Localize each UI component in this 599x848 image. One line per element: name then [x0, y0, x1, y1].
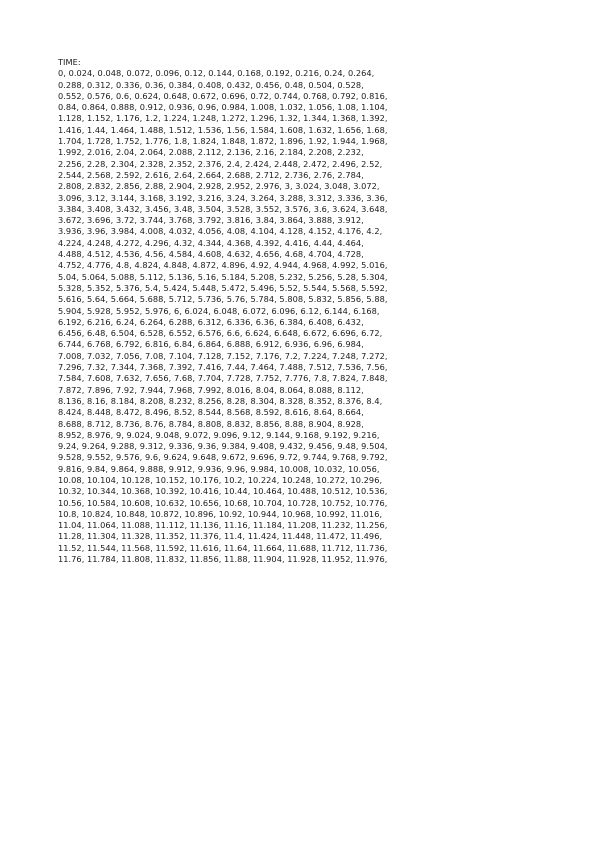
time-values-line: 0, 0.024, 0.048, 0.072, 0.096, 0.12, 0.144, 0.168, 0.192, 0.216, 0.24, 0.264,: [58, 68, 375, 79]
time-values-line: 3.672, 3.696, 3.72, 3.744, 3.768, 3.792, 3.816, 3.84, 3.864, 3.888, 3.912,: [58, 215, 364, 226]
time-values-line: 3.936, 3.96, 3.984, 4.008, 4.032, 4.056, 4.08, 4.104, 4.128, 4.152, 4.176, 4.2,: [58, 226, 383, 237]
time-values-list: [58, 68, 558, 565]
time-values-line: 11.28, 11.304, 11.328, 11.352, 11.376, 11.4, 11.424, 11.448, 11.472, 11.496,: [58, 531, 383, 542]
time-values-line: 1.128, 1.152, 1.176, 1.2, 1.224, 1.248, 1.272, 1.296, 1.32, 1.344, 1.368, 1.392,: [58, 113, 388, 124]
time-values-line: 9.24, 9.264, 9.288, 9.312, 9.336, 9.36, 9.384, 9.408, 9.432, 9.456, 9.48, 9.504,: [58, 441, 388, 452]
time-values-line: 1.992, 2.016, 2.04, 2.064, 2.088, 2.112, 2.136, 2.16, 2.184, 2.208, 2.232,: [58, 147, 364, 158]
time-heading: TIME:: [58, 57, 81, 67]
time-values-line: 10.08, 10.104, 10.128, 10.152, 10.176, 10.2, 10.224, 10.248, 10.272, 10.296,: [58, 474, 383, 485]
time-values-line: 8.952, 8.976, 9, 9.024, 9.048, 9.072, 9.096, 9.12, 9.144, 9.168, 9.192, 9.216,: [58, 429, 380, 440]
time-values-line: 9.528, 9.552, 9.576, 9.6, 9.624, 9.648, 9.672, 9.696, 9.72, 9.744, 9.768, 9.792,: [58, 452, 388, 463]
time-values-line: 7.584, 7.608, 7.632, 7.656, 7.68, 7.704, 7.728, 7.752, 7.776, 7.8, 7.824, 7.848,: [58, 373, 388, 384]
time-values-line: 11.76, 11.784, 11.808, 11.832, 11.856, 11.88, 11.904, 11.928, 11.952, 11.976,: [58, 554, 388, 565]
time-values-line: 8.424, 8.448, 8.472, 8.496, 8.52, 8.544, 8.568, 8.592, 8.616, 8.64, 8.664,: [58, 407, 364, 418]
time-values-line: 2.544, 2.568, 2.592, 2.616, 2.64, 2.664, 2.688, 2.712, 2.736, 2.76, 2.784,: [58, 169, 364, 180]
time-values-line: 7.296, 7.32, 7.344, 7.368, 7.392, 7.416, 7.44, 7.464, 7.488, 7.512, 7.536, 7.56,: [58, 362, 388, 373]
time-values-line: 1.704, 1.728, 1.752, 1.776, 1.8, 1.824, 1.848, 1.872, 1.896, 1.92, 1.944, 1.968,: [58, 136, 388, 147]
time-values-line: 8.688, 8.712, 8.736, 8.76, 8.784, 8.808, 8.832, 8.856, 8.88, 8.904, 8.928,: [58, 418, 364, 429]
time-values-line: 3.096, 3.12, 3.144, 3.168, 3.192, 3.216, 3.24, 3.264, 3.288, 3.312, 3.336, 3.36,: [58, 192, 388, 203]
time-values-line: 6.192, 6.216, 6.24, 6.264, 6.288, 6.312, 6.336, 6.36, 6.384, 6.408, 6.432,: [58, 316, 364, 327]
time-values-line: 9.816, 9.84, 9.864, 9.888, 9.912, 9.936, 9.96, 9.984, 10.008, 10.032, 10.056,: [58, 463, 380, 474]
time-values-line: 2.256, 2.28, 2.304, 2.328, 2.352, 2.376, 2.4, 2.424, 2.448, 2.472, 2.496, 2.52,: [58, 158, 383, 169]
time-values-line: 10.8, 10.824, 10.848, 10.872, 10.896, 10.92, 10.944, 10.968, 10.992, 11.016,: [58, 508, 383, 519]
time-values-line: 10.32, 10.344, 10.368, 10.392, 10.416, 10.44, 10.464, 10.488, 10.512, 10.536,: [58, 486, 388, 497]
time-values-line: 5.904, 5.928, 5.952, 5.976, 6, 6.024, 6.048, 6.072, 6.096, 6.12, 6.144, 6.168,: [58, 305, 380, 316]
time-values-line: 2.808, 2.832, 2.856, 2.88, 2.904, 2.928, 2.952, 2.976, 3, 3.024, 3.048, 3.072,: [58, 181, 380, 192]
time-values-line: 5.04, 5.064, 5.088, 5.112, 5.136, 5.16, 5.184, 5.208, 5.232, 5.256, 5.28, 5.304,: [58, 271, 388, 282]
time-values-line: 8.136, 8.16, 8.184, 8.208, 8.232, 8.256, 8.28, 8.304, 8.328, 8.352, 8.376, 8.4,: [58, 395, 383, 406]
time-values-line: 10.56, 10.584, 10.608, 10.632, 10.656, 10.68, 10.704, 10.728, 10.752, 10.776,: [58, 497, 388, 508]
time-values-line: 7.008, 7.032, 7.056, 7.08, 7.104, 7.128, 7.152, 7.176, 7.2, 7.224, 7.248, 7.272,: [58, 350, 388, 361]
time-values-line: 7.872, 7.896, 7.92, 7.944, 7.968, 7.992, 8.016, 8.04, 8.064, 8.088, 8.112,: [58, 384, 364, 395]
time-values-line: 0.552, 0.576, 0.6, 0.624, 0.648, 0.672, 0.696, 0.72, 0.744, 0.768, 0.792, 0.816,: [58, 90, 388, 101]
time-values-line: 1.416, 1.44, 1.464, 1.488, 1.512, 1.536, 1.56, 1.584, 1.608, 1.632, 1.656, 1.68,: [58, 124, 388, 135]
time-values-line: 5.616, 5.64, 5.664, 5.688, 5.712, 5.736, 5.76, 5.784, 5.808, 5.832, 5.856, 5.88,: [58, 294, 388, 305]
time-values-line: 4.488, 4.512, 4.536, 4.56, 4.584, 4.608, 4.632, 4.656, 4.68, 4.704, 4.728,: [58, 249, 364, 260]
time-values-line: 3.384, 3.408, 3.432, 3.456, 3.48, 3.504, 3.528, 3.552, 3.576, 3.6, 3.624, 3.648,: [58, 203, 388, 214]
time-values-line: 4.224, 4.248, 4.272, 4.296, 4.32, 4.344, 4.368, 4.392, 4.416, 4.44, 4.464,: [58, 237, 364, 248]
time-values-line: 6.744, 6.768, 6.792, 6.816, 6.84, 6.864, 6.888, 6.912, 6.936, 6.96, 6.984,: [58, 339, 364, 350]
time-values-line: 4.752, 4.776, 4.8, 4.824, 4.848, 4.872, 4.896, 4.92, 4.944, 4.968, 4.992, 5.016,: [58, 260, 388, 271]
time-values-line: 11.52, 11.544, 11.568, 11.592, 11.616, 11.64, 11.664, 11.688, 11.712, 11.736,: [58, 542, 388, 553]
time-values-line: 0.288, 0.312, 0.336, 0.36, 0.384, 0.408, 0.432, 0.456, 0.48, 0.504, 0.528,: [58, 79, 364, 90]
time-values-line: 6.456, 6.48, 6.504, 6.528, 6.552, 6.576, 6.6, 6.624, 6.648, 6.672, 6.696, 6.72,: [58, 328, 383, 339]
time-values-line: 11.04, 11.064, 11.088, 11.112, 11.136, 11.16, 11.184, 11.208, 11.232, 11.256,: [58, 520, 388, 531]
time-values-line: 0.84, 0.864, 0.888, 0.912, 0.936, 0.96, 0.984, 1.008, 1.032, 1.056, 1.08, 1.104,: [58, 102, 388, 113]
time-values-line: 5.328, 5.352, 5.376, 5.4, 5.424, 5.448, 5.472, 5.496, 5.52, 5.544, 5.568, 5.592,: [58, 282, 388, 293]
document-body: [58, 57, 558, 565]
